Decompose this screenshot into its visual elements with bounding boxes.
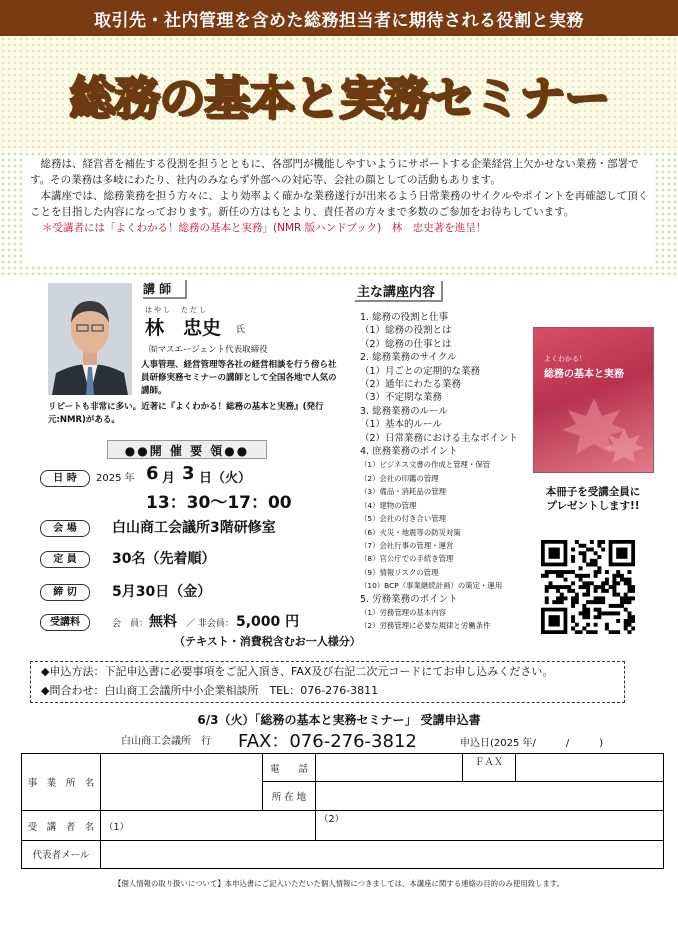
capacity-label: 定 員	[40, 551, 90, 568]
attendee-2-field[interactable]	[316, 811, 664, 840]
fee-label: 受講料	[40, 614, 90, 631]
attendee-1-field[interactable]	[101, 811, 316, 840]
header-bar	[0, 0, 678, 36]
session-time: 13：30～17：00	[146, 493, 292, 513]
capacity-value: 30名（先着順）	[112, 551, 216, 567]
gift-line-2: プレゼントします!!	[546, 500, 640, 512]
deadline-value: 5月30日（金）	[112, 584, 212, 600]
contents-item: （3）備品・消耗品の管理	[360, 487, 447, 497]
contents-item: （3）不定期な業務	[360, 392, 443, 404]
fee-note: （テキスト・消費税含むお一人様分）	[174, 635, 361, 648]
contents-item: （4）建物の管理	[360, 500, 417, 510]
contents-item: （1）月ごとの定期的な業務	[360, 365, 481, 377]
date-label: 日 時	[40, 470, 90, 487]
contact-info: ◆問合わせ：白山商工会議所中小企業相談所 TEL：076-276-3811	[41, 684, 379, 697]
contents-heading: 主な講座内容	[355, 281, 443, 302]
lecturer-heading: 講 師	[143, 280, 187, 299]
tel-field[interactable]	[316, 754, 463, 782]
contents-item: （10）BCP（事業継続計画）の策定・運用	[360, 581, 503, 591]
email-label: 代表者メール	[22, 840, 101, 868]
contents-item: （2）会社の印鑑の管理	[360, 473, 439, 483]
attendee-label: 受 講 者 名	[22, 811, 101, 840]
contents-item: 2. 総務業務のサイクル	[360, 352, 457, 364]
contents-item: （6）火災・地震等の防災対策	[360, 527, 461, 537]
address-label: 所 在 地	[263, 782, 316, 811]
attendee-2-index: （2）	[319, 814, 345, 826]
office-field[interactable]	[101, 754, 263, 811]
fax-field[interactable]	[516, 754, 664, 782]
fax-label: ＦＡＸ	[463, 754, 516, 782]
date-year: 2025 年	[96, 473, 135, 484]
page-title: 総務の基本と実務セミナー	[69, 71, 609, 125]
lecturer-ruby: はやし ただし	[145, 306, 208, 314]
handbook-cover	[533, 327, 654, 473]
title-zone	[0, 36, 678, 151]
intro-paragraph-2: 本講座では、総務業務を担う方々に、より効率よく確かな業務遂行が出来るよう日常業務のサイクルやポイントを再確認して頂くことを目指した内容になっております。新任の方はもとより、責任者の方々まで多数のご参加をお待ちしています。	[30, 190, 649, 218]
contents-item: （7）会社行事の管理・運営	[360, 540, 454, 550]
gift-note	[523, 485, 663, 513]
header-subtitle: 取引先・社内管理を含めた総務担当者に期待される役割と実務	[94, 11, 584, 31]
form-title: 6/3（火）「総務の基本と実務セミナー」 受講申込書	[197, 713, 481, 727]
privacy-notice: 【個人情報の取り扱いについて】本申込書にご記入いただいた個人情報につきましては、本講座に関する連絡の目的のみ使用致します。	[114, 879, 564, 888]
lecturer-photo	[48, 283, 132, 395]
handbook-cover-title: 総務の基本と実務	[544, 369, 624, 380]
lecturer-portrait-icon	[48, 283, 132, 395]
apply-method: ◆申込方法：下記申込書に必要事項をご記入頂き、FAX及び右記二次元コードにてお申し込みください。	[41, 665, 554, 678]
form-to: 白山商工会議所 行	[121, 736, 211, 747]
lecturer-company: ㈲マスエージェント代表取締役	[149, 345, 268, 355]
contents-item: 3. 総務業務のルール	[360, 405, 448, 417]
contents-item: （9）情報リスクの管理	[360, 567, 439, 577]
contents-item: （1）総務の役割とは	[360, 325, 452, 337]
tel-label: 電 話	[263, 754, 316, 782]
lecturer-honorific: 氏	[236, 325, 246, 335]
qr-code[interactable]	[541, 540, 635, 634]
contents-item: 5. 労務業務のポイント	[360, 593, 458, 605]
contents-item: （2）通年にわたる業務	[360, 379, 462, 391]
contents-item: 4. 庶務業務のポイント	[360, 446, 458, 458]
handbook-cover-small: よくわかる！	[544, 355, 586, 363]
session-heading-text: ●●開 催 要 領●●	[124, 444, 250, 458]
date-day-unit: 日	[199, 471, 213, 486]
email-field[interactable]	[101, 840, 664, 868]
fee-member-label: 会 員：	[112, 619, 149, 629]
date-month-unit: 月	[162, 471, 176, 486]
fee-nonmember-label: ／ 非会員：	[186, 619, 234, 629]
qr-code-icon	[541, 540, 635, 634]
date-weekday: （火）	[212, 471, 252, 486]
venue-label: 会 場	[40, 520, 90, 537]
deadline-label: 締 切	[40, 584, 90, 601]
contents-list	[360, 311, 535, 633]
contents-item: （2）日常業務における主なポイント	[360, 432, 519, 444]
lecturer-profile-cont: リピートも非常に多い。近著に『よくわかる！総務の基本と実務』(発行元:NMR)がある。	[48, 402, 324, 425]
form-apply-date: 申込日(2025 年/ / )	[460, 738, 604, 749]
info-box	[30, 661, 625, 703]
venue-value: 白山商工会議所3階研修室	[112, 520, 276, 536]
intro-text	[30, 156, 650, 236]
lecturer-name: 林 忠史	[145, 317, 222, 339]
attendee-1-index: （1）	[104, 821, 130, 833]
contents-item: （2）総務の仕事とは	[360, 338, 452, 350]
contents-item: （8）官公庁での手続き管理	[360, 554, 454, 564]
office-label: 事 業 所 名	[22, 754, 101, 811]
lecturer-profile: 人事管理、経営管理等各社の経営相談を行う傍ら社員研修実務セミナーの講師として全国各地で人気の講師。	[141, 360, 337, 396]
application-form-table	[21, 753, 664, 869]
fee-member-value: 無料	[149, 614, 177, 630]
intro-paragraph-1: 総務は、経営者を補佐する役割を担うとともに、各部門が機能しやすいようにサポートする企業経営上欠かせない業務・部署です。その業務は多岐にわたり、社内のみならず外部への対応等、会社の顔としての活動もあります。	[30, 158, 639, 186]
date-month: 6	[146, 463, 159, 484]
address-field[interactable]	[316, 782, 664, 811]
maple-leaf-icon	[534, 328, 653, 472]
fee-nonmember-value: 5,000 円	[236, 614, 300, 630]
contents-item: 1. 総務の役割と仕事	[360, 312, 449, 323]
contents-item: （5）会社の付き合い管理	[360, 514, 447, 524]
form-fax-number: FAX：076-276-3812	[238, 731, 417, 752]
gift-line-1: 本冊子を受講全員に	[545, 486, 641, 498]
contents-item: （1）ビジネス文書の作成と管理・保管	[360, 460, 491, 470]
contents-item: （2）労務管理に必要な規律と労働条件	[360, 621, 491, 631]
date-day: 3	[182, 463, 195, 484]
session-heading	[107, 440, 267, 459]
intro-note: ＊受講者には「よくわかる！総務の基本と実務」(NMR 版ハンドブック) 林 忠史著を進呈！	[42, 222, 487, 234]
contents-item: （1）労務管理の基本内容	[360, 607, 447, 617]
contents-item: （1）基本的ルール	[360, 419, 442, 431]
